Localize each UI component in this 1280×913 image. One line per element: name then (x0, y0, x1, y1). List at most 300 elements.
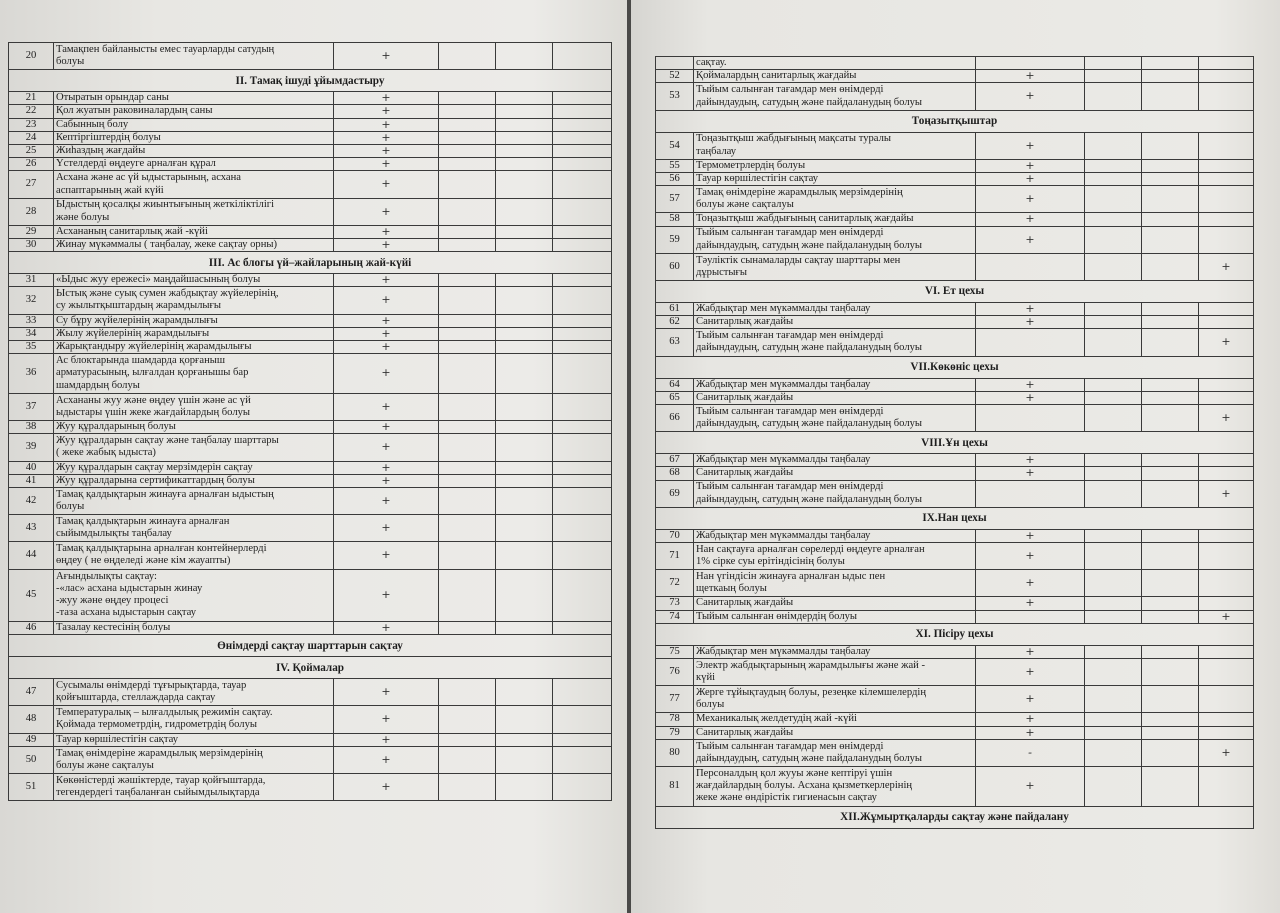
empty-cell (439, 92, 496, 105)
row-number: 25 (9, 145, 54, 158)
check-mark-secondary (1199, 302, 1254, 315)
check-mark: + (334, 706, 439, 733)
table-row (9, 314, 612, 327)
check-mark-secondary (1199, 226, 1254, 253)
empty-cell (439, 105, 496, 118)
empty-cell (496, 393, 553, 420)
requirement-text: Жылу жүйелерінің жарамдылығы (54, 327, 334, 340)
row-number: 41 (9, 474, 54, 487)
empty-cell (496, 773, 553, 800)
check-mark-secondary (553, 569, 612, 621)
empty-cell (496, 434, 553, 461)
check-mark-secondary (1199, 70, 1254, 83)
requirement-text: Механикалық желдетудің жай -күйі (694, 713, 976, 726)
check-mark: + (976, 570, 1085, 597)
requirement-text: Жабдықтар мен мүкәммалды таңбалау (694, 645, 976, 658)
empty-cell (1142, 766, 1199, 806)
empty-cell (1085, 83, 1142, 110)
table-row (656, 159, 1254, 172)
requirement-text: Нан үгіндісін жинауға арналған ыдыс пен щеткаың болуы (694, 570, 976, 597)
row-number: 36 (9, 354, 54, 394)
check-mark: + (976, 378, 1085, 391)
section-row (656, 507, 1254, 529)
table-row (9, 43, 612, 70)
section-title: VIII.Ұн цехы (656, 432, 1254, 454)
empty-cell (439, 515, 496, 542)
table-row (656, 226, 1254, 253)
table-body-right (656, 57, 1254, 829)
check-mark-secondary (553, 621, 612, 634)
check-mark-secondary (553, 92, 612, 105)
requirement-text: Тыйым салынған тағамдар мен өнімдерді дайындаудың, сатудың және пайдаланудың болуы (694, 480, 976, 507)
check-mark-secondary (553, 461, 612, 474)
table-row (9, 733, 612, 746)
row-number: 67 (656, 454, 694, 467)
section-title: Тоңазытқыштар (656, 110, 1254, 132)
empty-cell (439, 145, 496, 158)
table-row (9, 327, 612, 340)
requirement-text: Санитарлық жағдайы (694, 726, 976, 739)
row-number: 70 (656, 529, 694, 542)
check-mark: + (976, 529, 1085, 542)
check-mark-secondary: + (1199, 404, 1254, 431)
requirement-text: Жуу құралдарына сертификаттардың болуы (54, 474, 334, 487)
requirement-text: Тыйым салынған тағамдар мен өнімдерді дайындаудың, сатудың және пайдаланудың болуы (694, 226, 976, 253)
section-row (656, 280, 1254, 302)
empty-cell (496, 314, 553, 327)
empty-cell (496, 706, 553, 733)
table-row (656, 213, 1254, 226)
requirement-text: Жуу құралдарын сақтау мерзімдерін сақтау (54, 461, 334, 474)
empty-cell (496, 287, 553, 314)
empty-cell (439, 421, 496, 434)
check-mark: + (334, 131, 439, 144)
empty-cell (1142, 213, 1199, 226)
empty-cell (496, 118, 553, 131)
row-number: 29 (9, 225, 54, 238)
row-number: 63 (656, 329, 694, 356)
table-row (9, 393, 612, 420)
empty-cell (1142, 658, 1199, 685)
row-number: 75 (656, 645, 694, 658)
requirement-text: Тәуліктік сынамаларды сақтау шарттары мен дұрыстығы (694, 253, 976, 280)
row-number: 72 (656, 570, 694, 597)
empty-cell (496, 105, 553, 118)
check-mark-secondary (553, 773, 612, 800)
table-row (656, 610, 1254, 623)
empty-cell (1085, 213, 1142, 226)
requirement-text: Тауар көршілестігін сақтау (694, 172, 976, 185)
empty-cell (439, 733, 496, 746)
empty-cell (1085, 529, 1142, 542)
check-mark-secondary (1199, 378, 1254, 391)
empty-cell (1085, 597, 1142, 610)
empty-cell (1142, 610, 1199, 623)
empty-cell (1142, 404, 1199, 431)
empty-cell (439, 487, 496, 514)
empty-cell (496, 515, 553, 542)
check-mark: + (334, 773, 439, 800)
row-number: 46 (9, 621, 54, 634)
empty-cell (1085, 391, 1142, 404)
empty-cell (1085, 226, 1142, 253)
check-mark-secondary (1199, 132, 1254, 159)
check-mark-secondary: + (1199, 253, 1254, 280)
requirement-text: Асхананы жуу және өңдеу үшін және ас үй ыдыстары үшін жеке жағдайлардың болуы (54, 393, 334, 420)
empty-cell (1085, 467, 1142, 480)
row-number: 38 (9, 421, 54, 434)
row-number: 45 (9, 569, 54, 621)
row-number: 39 (9, 434, 54, 461)
section-title: VII.Көкөніс цехы (656, 356, 1254, 378)
check-mark-secondary (553, 43, 612, 70)
empty-cell (439, 679, 496, 706)
table-row (9, 706, 612, 733)
check-mark: + (976, 658, 1085, 685)
empty-cell (439, 171, 496, 198)
requirement-text: Отыратын орындар саны (54, 92, 334, 105)
row-number: 42 (9, 487, 54, 514)
empty-cell (1142, 316, 1199, 329)
check-mark: + (334, 421, 439, 434)
requirement-text: Тыйым салынған тағамдар мен өнімдерді дайындаудың, сатудың және пайдаланудың болуы (694, 329, 976, 356)
empty-cell (439, 354, 496, 394)
row-number: 73 (656, 597, 694, 610)
empty-cell (496, 461, 553, 474)
empty-cell (439, 274, 496, 287)
row-number: 50 (9, 746, 54, 773)
empty-cell (1142, 186, 1199, 213)
requirement-text: Термометрлердің болуы (694, 159, 976, 172)
check-mark: + (976, 213, 1085, 226)
empty-cell (1142, 329, 1199, 356)
empty-cell (1085, 480, 1142, 507)
check-mark: + (334, 474, 439, 487)
check-mark: + (976, 454, 1085, 467)
table-row (9, 158, 612, 171)
check-mark-secondary (1199, 645, 1254, 658)
requirement-text: Жиһаздың жағдайы (54, 145, 334, 158)
check-mark: + (334, 393, 439, 420)
section-title: Өнімдерді сақтау шарттарын сақтау (9, 635, 612, 657)
check-mark-secondary: + (1199, 739, 1254, 766)
empty-cell (1142, 226, 1199, 253)
check-mark-secondary (553, 158, 612, 171)
check-mark-secondary (553, 393, 612, 420)
check-mark-secondary (553, 287, 612, 314)
requirement-text: Сабынның болу (54, 118, 334, 131)
requirement-text: Жабдықтар мен мүкәммалды таңбалау (694, 378, 976, 391)
empty-cell (1142, 253, 1199, 280)
row-number: 35 (9, 340, 54, 353)
table-row (656, 686, 1254, 713)
table-row (9, 542, 612, 569)
empty-cell (496, 131, 553, 144)
requirement-text: сақтау. (694, 57, 976, 70)
check-mark: + (976, 766, 1085, 806)
table-row (656, 391, 1254, 404)
table-row (9, 340, 612, 353)
empty-cell (439, 621, 496, 634)
check-mark-secondary (553, 354, 612, 394)
check-mark: + (334, 621, 439, 634)
requirement-text: Тамақ өнімдеріне жарамдылық мерзімдерінің болуы және сақталуы (694, 186, 976, 213)
check-mark: + (334, 314, 439, 327)
empty-cell (1142, 172, 1199, 185)
empty-cell (1142, 57, 1199, 70)
requirement-text: Тазалау кестесінің болуы (54, 621, 334, 634)
requirement-text: Жинау мүкәммалы ( таңбалау, жеке сақтау орны) (54, 238, 334, 251)
row-number: 51 (9, 773, 54, 800)
empty-cell (439, 158, 496, 171)
requirement-text: Жерге тұйықтаудың болуы, резеңке кілемшелердің болуы (694, 686, 976, 713)
section-title: IV. Қоймалар (9, 657, 612, 679)
table-row (9, 461, 612, 474)
empty-cell (1085, 658, 1142, 685)
check-mark: + (334, 238, 439, 251)
section-row (9, 657, 612, 679)
requirement-text: Тыйым салынған тағамдар мен өнімдерді дайындаудың, сатудың және пайдаланудың болуы (694, 404, 976, 431)
check-mark-secondary (1199, 467, 1254, 480)
check-mark: + (334, 43, 439, 70)
check-mark-secondary (553, 434, 612, 461)
empty-cell (1085, 726, 1142, 739)
requirement-text: Жуу құралдарының болуы (54, 421, 334, 434)
table-row (9, 354, 612, 394)
check-mark-secondary (1199, 713, 1254, 726)
requirement-text: «Ыдыс жуу ережесі» маңдайшасының болуы (54, 274, 334, 287)
empty-cell (1142, 542, 1199, 569)
empty-cell (496, 327, 553, 340)
empty-cell (496, 733, 553, 746)
check-mark-secondary (1199, 542, 1254, 569)
check-mark-secondary (553, 542, 612, 569)
empty-cell (496, 487, 553, 514)
table-row (9, 421, 612, 434)
empty-cell (1085, 542, 1142, 569)
row-number: 47 (9, 679, 54, 706)
empty-cell (1142, 645, 1199, 658)
check-mark: + (976, 597, 1085, 610)
table-row (9, 679, 612, 706)
check-mark-secondary (553, 145, 612, 158)
requirement-text: Ыстық және суық сумен жабдықтау жүйелерінің, су жылытқыштардың жарамдылығы (54, 287, 334, 314)
row-number: 53 (656, 83, 694, 110)
requirement-text: Санитарлық жағдайы (694, 467, 976, 480)
check-mark: + (334, 746, 439, 773)
table-row (656, 570, 1254, 597)
check-mark: - (976, 739, 1085, 766)
row-number: 68 (656, 467, 694, 480)
table-row (656, 253, 1254, 280)
check-mark: + (976, 713, 1085, 726)
table-row (656, 70, 1254, 83)
check-mark-secondary (1199, 529, 1254, 542)
section-row (656, 806, 1254, 828)
row-number: 69 (656, 480, 694, 507)
table-row (9, 474, 612, 487)
empty-cell (1085, 329, 1142, 356)
check-mark (976, 404, 1085, 431)
check-mark-secondary (553, 487, 612, 514)
row-number: 28 (9, 198, 54, 225)
check-mark-secondary (553, 474, 612, 487)
requirement-text: Санитарлық жағдайы (694, 391, 976, 404)
check-mark-secondary (553, 733, 612, 746)
empty-cell (496, 145, 553, 158)
table-row (9, 238, 612, 251)
row-number: 37 (9, 393, 54, 420)
table-row (656, 645, 1254, 658)
requirement-text: Ас блоктарында шамдарда қорғаныш арматурасының, ылғалдан қорғанышы бар шамдардың болуы (54, 354, 334, 394)
check-mark (976, 253, 1085, 280)
check-mark-secondary (1199, 186, 1254, 213)
table-row (9, 131, 612, 144)
section-title: VI. Ет цехы (656, 280, 1254, 302)
table-row (656, 658, 1254, 685)
check-mark-secondary (553, 679, 612, 706)
empty-cell (439, 474, 496, 487)
check-mark (976, 57, 1085, 70)
empty-cell (439, 238, 496, 251)
requirement-text: Қол жуатын раковиналардың саны (54, 105, 334, 118)
empty-cell (1142, 570, 1199, 597)
requirement-text: Су бұру жүйелерінің жарамдылығы (54, 314, 334, 327)
requirement-text: Қоймалардың санитарлық жағдайы (694, 70, 976, 83)
check-mark-secondary (1199, 570, 1254, 597)
row-number: 48 (9, 706, 54, 733)
check-mark-secondary (553, 225, 612, 238)
empty-cell (496, 225, 553, 238)
empty-cell (496, 92, 553, 105)
empty-cell (1142, 391, 1199, 404)
check-mark (976, 610, 1085, 623)
table-row (656, 713, 1254, 726)
empty-cell (496, 158, 553, 171)
check-mark-secondary (1199, 726, 1254, 739)
table-row (9, 198, 612, 225)
empty-cell (1085, 713, 1142, 726)
table-row (9, 171, 612, 198)
check-mark-secondary (553, 314, 612, 327)
empty-cell (1085, 302, 1142, 315)
check-mark-secondary (553, 105, 612, 118)
check-mark-secondary: + (1199, 329, 1254, 356)
table-row (9, 118, 612, 131)
empty-cell (1085, 57, 1142, 70)
row-number: 77 (656, 686, 694, 713)
row-number: 26 (9, 158, 54, 171)
requirement-text: Тамақ қалдықтарын жинауға арналған сыйымдылықты таңбалау (54, 515, 334, 542)
check-mark-secondary (553, 746, 612, 773)
check-mark: + (334, 198, 439, 225)
check-mark-secondary (1199, 213, 1254, 226)
check-mark: + (334, 171, 439, 198)
row-number: 40 (9, 461, 54, 474)
check-mark-secondary (553, 515, 612, 542)
empty-cell (1085, 645, 1142, 658)
requirement-text: Жабдықтар мен мүкәммалды таңбалау (694, 529, 976, 542)
empty-cell (1085, 159, 1142, 172)
empty-cell (439, 569, 496, 621)
row-number: 76 (656, 658, 694, 685)
check-mark-secondary (553, 198, 612, 225)
table-body-left (9, 43, 612, 801)
check-mark-secondary (1199, 686, 1254, 713)
empty-cell (496, 274, 553, 287)
requirement-text: Асхананың санитарлық жай -күйі (54, 225, 334, 238)
section-row (9, 70, 612, 92)
empty-cell (496, 238, 553, 251)
check-mark: + (334, 145, 439, 158)
empty-cell (496, 569, 553, 621)
row-number: 57 (656, 186, 694, 213)
empty-cell (439, 198, 496, 225)
empty-cell (1142, 378, 1199, 391)
table-row (656, 542, 1254, 569)
check-mark-secondary (1199, 766, 1254, 806)
table-row (656, 529, 1254, 542)
table-row (656, 766, 1254, 806)
requirement-text: Жуу құралдарын сақтау және таңбалау шарттары ( жеке жабық ыдыста) (54, 434, 334, 461)
table-row (9, 92, 612, 105)
check-mark-secondary (1199, 172, 1254, 185)
requirement-text: Тыйым салынған тағамдар мен өнімдерді дайындаудың, сатудың және пайдаланудың болуы (694, 83, 976, 110)
row-number: 56 (656, 172, 694, 185)
requirement-text: Тамақ өнімдеріне жарамдылық мерзімдерінің болуы және сақталуы (54, 746, 334, 773)
empty-cell (439, 706, 496, 733)
check-mark: + (976, 542, 1085, 569)
empty-cell (1142, 597, 1199, 610)
row-number: 59 (656, 226, 694, 253)
table-row (656, 597, 1254, 610)
row-number: 31 (9, 274, 54, 287)
empty-cell (496, 679, 553, 706)
table-row (656, 480, 1254, 507)
requirement-text: Көкөністерді жәшіктерде, тауар қойғыштарда, тегендердегі таңбаланған сыйымдылықтарда (54, 773, 334, 800)
row-number: 55 (656, 159, 694, 172)
empty-cell (1142, 159, 1199, 172)
requirement-text: Асхана және ас үй ыдыстарының, асхана аспаптарының жай күйі (54, 171, 334, 198)
check-mark-secondary (1199, 316, 1254, 329)
empty-cell (496, 474, 553, 487)
empty-cell (496, 621, 553, 634)
row-number: 22 (9, 105, 54, 118)
row-number: 79 (656, 726, 694, 739)
table-row (9, 621, 612, 634)
table-row (9, 274, 612, 287)
empty-cell (1085, 70, 1142, 83)
row-number: 24 (9, 131, 54, 144)
table-row (9, 487, 612, 514)
check-mark-secondary (553, 706, 612, 733)
empty-cell (496, 198, 553, 225)
check-mark: + (334, 287, 439, 314)
empty-cell (1085, 404, 1142, 431)
row-number: 62 (656, 316, 694, 329)
empty-cell (1085, 132, 1142, 159)
check-mark-secondary: + (1199, 480, 1254, 507)
row-number: 23 (9, 118, 54, 131)
check-mark-secondary (553, 238, 612, 251)
empty-cell (1142, 70, 1199, 83)
table-row (9, 145, 612, 158)
empty-cell (1085, 253, 1142, 280)
requirement-text: Ағындылықты сақтау: -«лас» асхана ыдыстарын жинау -жуу және өңдеу процесі -таза асхана ыдыстарын сақтау (54, 569, 334, 621)
check-mark: + (334, 274, 439, 287)
requirement-text: Үстелдерді өңдеуге арналған құрал (54, 158, 334, 171)
requirement-text: Сусымалы өнімдерді тұғырықтарда, тауар қойғыштарда, стеллаждарда сақтау (54, 679, 334, 706)
